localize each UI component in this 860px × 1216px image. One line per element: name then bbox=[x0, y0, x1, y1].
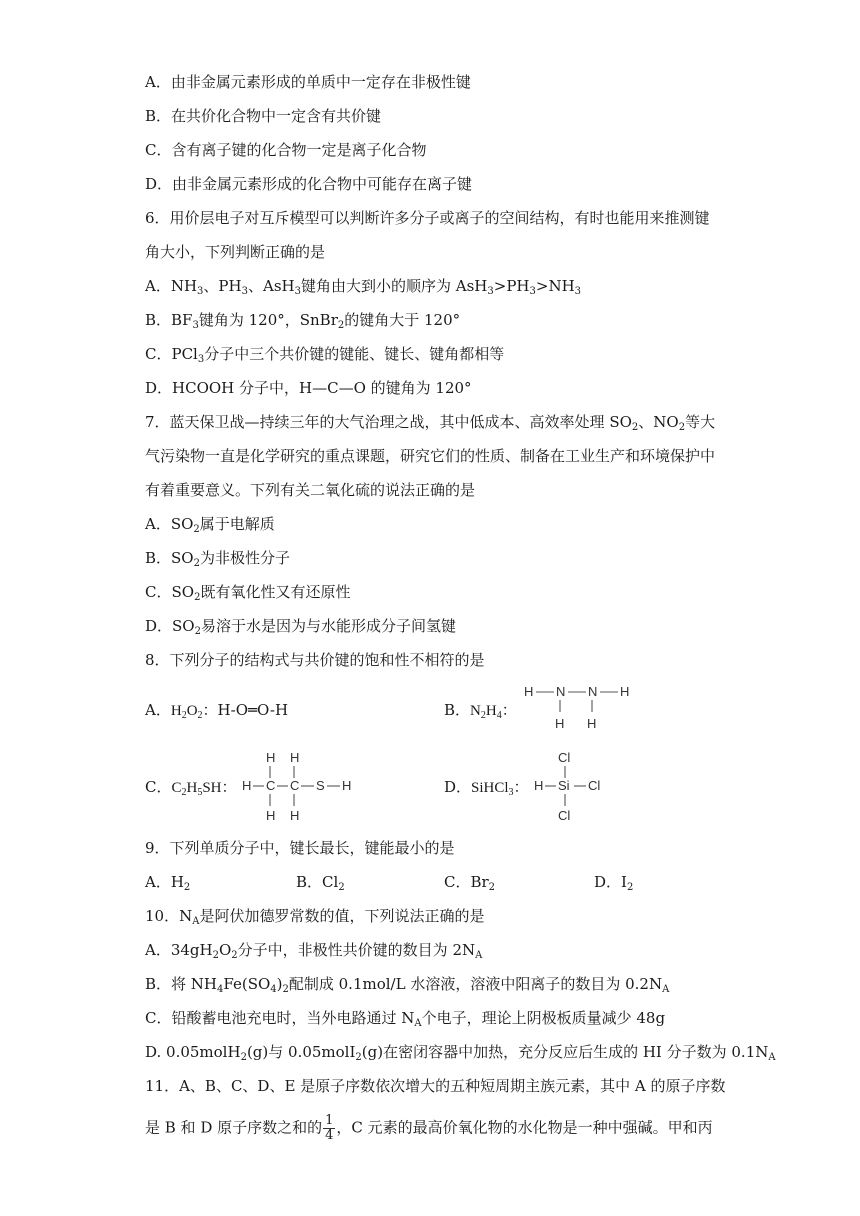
q7-option-a: A．$SO_2$属于电解质 bbox=[145, 515, 275, 535]
q8-option-a: A．$H_2O_2$：H-O═O-H bbox=[145, 701, 289, 721]
svg-text:Cl: Cl bbox=[558, 750, 571, 765]
q9-stem: 9．下列单质分子中，键长最长，键能最小的是 bbox=[145, 839, 455, 857]
svg-text:Si: Si bbox=[558, 778, 570, 793]
q8-d-structure-diagram bbox=[532, 748, 612, 824]
svg-text:H: H bbox=[242, 778, 252, 793]
q9-option-c: C．$Br_2$ bbox=[444, 873, 496, 893]
svg-text:N: N bbox=[556, 684, 566, 699]
svg-text:H: H bbox=[620, 684, 630, 699]
q10-option-a: A．$34gH_2O_2$分子中，非极性共价键的数目为 $2N_A$ bbox=[145, 941, 483, 961]
q7-stem-line1: 7．蓝天保卫战—持续三年的大气治理之战，其中低成本、高效率处理 $SO_2$、$NO_2$等大 bbox=[145, 413, 716, 433]
svg-text:H: H bbox=[290, 808, 300, 823]
q8-stem: 8．下列分子的结构式与共价键的饱和性不相符的是 bbox=[145, 651, 485, 669]
svg-text:H: H bbox=[587, 716, 597, 731]
svg-text:H: H bbox=[266, 750, 276, 765]
q6-option-c: C．PCl$_3$分子中三个共价键的键能、键长、键角都相等 bbox=[145, 345, 505, 365]
svg-text:H: H bbox=[266, 808, 276, 823]
svg-text:H: H bbox=[534, 778, 544, 793]
svg-text:H: H bbox=[342, 778, 352, 793]
q5-option-a: A．由非金属元素形成的单质中一定存在非极性键 bbox=[145, 73, 471, 91]
q7-option-c: C．$SO_2$既有氧化性又有还原性 bbox=[145, 583, 351, 603]
q9-option-d: D．$I_2$ bbox=[594, 873, 634, 893]
q10-option-c: C．铅酸蓄电池充电时，当外电路通过 $N_A$个电子，理论上阴极板质量减少 48g bbox=[145, 1009, 666, 1029]
q5-option-b: B．在共价化合物中一定含有共价键 bbox=[145, 107, 382, 125]
svg-text:C: C bbox=[266, 778, 276, 793]
q7-stem-line2: 气污染物一直是化学研究的重点课题，研究它们的性质、制备在工业生产和环境保护中 bbox=[145, 447, 716, 465]
q7-option-d: D．$SO_2$易溶于水是因为与水能形成分子间氢键 bbox=[145, 617, 456, 637]
q8-a-structure: H-O═O-H bbox=[217, 701, 289, 719]
svg-text:H: H bbox=[290, 750, 300, 765]
svg-text:H: H bbox=[524, 684, 534, 699]
q10-option-d: D. 0.05molH$_2$(g)与 0.05molI$_2$(g)在密闭容器中加热，充分反应后生成的 HI 分子数为 $0.1N_A$ bbox=[145, 1043, 776, 1063]
q9-option-a: A．$H_2$ bbox=[145, 873, 191, 893]
svg-text:Cl: Cl bbox=[588, 778, 601, 793]
q10-stem: 10．$N_A$是阿伏加德罗常数的值，下列说法正确的是 bbox=[145, 907, 485, 927]
q11-stem-line2: 是 B 和 D 原子序数之和的 $\frac{1}{4}$ ，C 元素的最高价氧化物的水化物是一种中强碱。甲和丙 bbox=[145, 1113, 713, 1143]
q5-option-d: D．由非金属元素形成的化合物中可能存在离子键 bbox=[145, 175, 473, 193]
q5-option-c: C．含有离子键的化合物一定是离子化合物 bbox=[145, 141, 427, 159]
q8-option-d: D．SiHCl$_3$： bbox=[444, 778, 529, 798]
q8-option-b: B．$N_2H_4$： bbox=[444, 701, 517, 721]
q6-stem-line2: 角大小，下列判断正确的是 bbox=[145, 243, 326, 261]
q8-option-c: C．$C_2H_5SH$： bbox=[145, 778, 237, 798]
q9-option-b: B．$Cl_2$ bbox=[296, 873, 345, 893]
fraction-one-quarter: $\frac{1}{4}$ bbox=[325, 1113, 334, 1143]
q6-stem-line1: 6．用价层电子对互斥模型可以判断许多分子或离子的空间结构，有时也能用来推测键 bbox=[145, 209, 710, 227]
q11-stem-line1: 11．A、B、C、D、E 是原子序数依次增大的五种短周期主族元素，其中 A 的原子序数 bbox=[145, 1077, 726, 1095]
q6-option-a: A．$NH_3$、$PH_3$、AsH$_3$键角由大到小的顺序为 $AsH_3>PH_3>NH_3$ bbox=[145, 277, 582, 297]
q6-option-b: B．$BF_3$键角为 120°，SnBr$_2$的键角大于 120° bbox=[145, 311, 461, 331]
q10-option-b: B．将 $NH_4Fe(SO_4)_2$配制成 0.1mol/L 水溶液，溶液中阳离子的数目为 $0.2N_A$ bbox=[145, 975, 670, 995]
q7-option-b: B．$SO_2$为非极性分子 bbox=[145, 549, 290, 569]
q6-option-d: D．HCOOH 分子中，H—C—O 的键角为 120° bbox=[145, 379, 472, 397]
svg-text:N: N bbox=[588, 684, 598, 699]
q8-c-structure-diagram bbox=[240, 748, 358, 824]
svg-text:H: H bbox=[555, 716, 565, 731]
svg-text:Cl: Cl bbox=[558, 808, 571, 823]
svg-text:S: S bbox=[316, 778, 325, 793]
q8-b-structure-diagram bbox=[522, 682, 632, 734]
svg-text:C: C bbox=[290, 778, 300, 793]
q7-stem-line3: 有着重要意义。下列有关二氧化硫的说法正确的是 bbox=[145, 481, 476, 499]
